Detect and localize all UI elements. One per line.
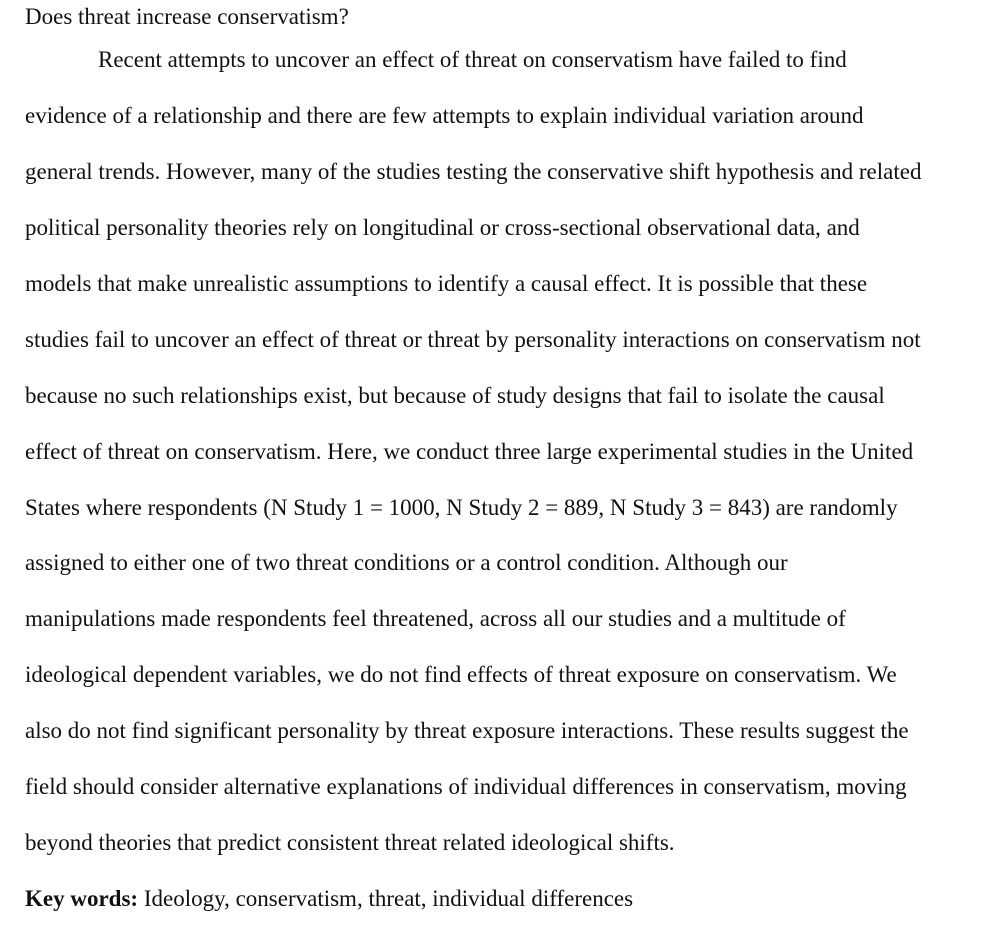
abstract-line: also do not find significant personality by threat exposure interactions. These results suggest the: [25, 718, 909, 743]
abstract-line: States where respondents (N Study 1 = 1000, N Study 2 = 889, N Study 3 = 843) are randomly: [25, 495, 898, 520]
abstract-line: field should consider alternative explanations of individual differences in conservatism, moving: [25, 774, 907, 799]
keywords-label: Key words:: [25, 886, 139, 911]
keywords-text: Ideology, conservatism, threat, individual differences: [138, 886, 634, 911]
abstract-line: general trends. However, many of the studies testing the conservative shift hypothesis and related: [25, 159, 922, 184]
abstract-line: models that make unrealistic assumptions to identify a causal effect. It is possible that these: [25, 271, 868, 296]
abstract-line: effect of threat on conservatism. Here, we conduct three large experimental studies in the United: [25, 439, 914, 464]
abstract-line: assigned to either one of two threat conditions or a control condition. Although our: [25, 550, 788, 575]
abstract-line: Recent attempts to uncover an effect of threat on conservatism have failed to find: [98, 47, 847, 72]
abstract-line: studies fail to uncover an effect of threat or threat by personality interactions on conservatism not: [25, 327, 921, 352]
abstract-line: evidence of a relationship and there are few attempts to explain individual variation around: [25, 103, 864, 128]
abstract-line: manipulations made respondents feel threatened, across all our studies and a multitude of: [25, 606, 846, 631]
abstract-line: political personality theories rely on longitudinal or cross-sectional observational data, and: [25, 215, 860, 240]
abstract-line: ideological dependent variables, we do not find effects of threat exposure on conservatism. We: [25, 662, 897, 687]
keywords-line: [25, 885, 633, 913]
paper-title: Does threat increase conservatism?: [25, 4, 349, 29]
abstract-line: beyond theories that predict consistent threat related ideological shifts.: [25, 830, 675, 855]
abstract-line: because no such relationships exist, but because of study designs that fail to isolate the causal: [25, 383, 885, 408]
